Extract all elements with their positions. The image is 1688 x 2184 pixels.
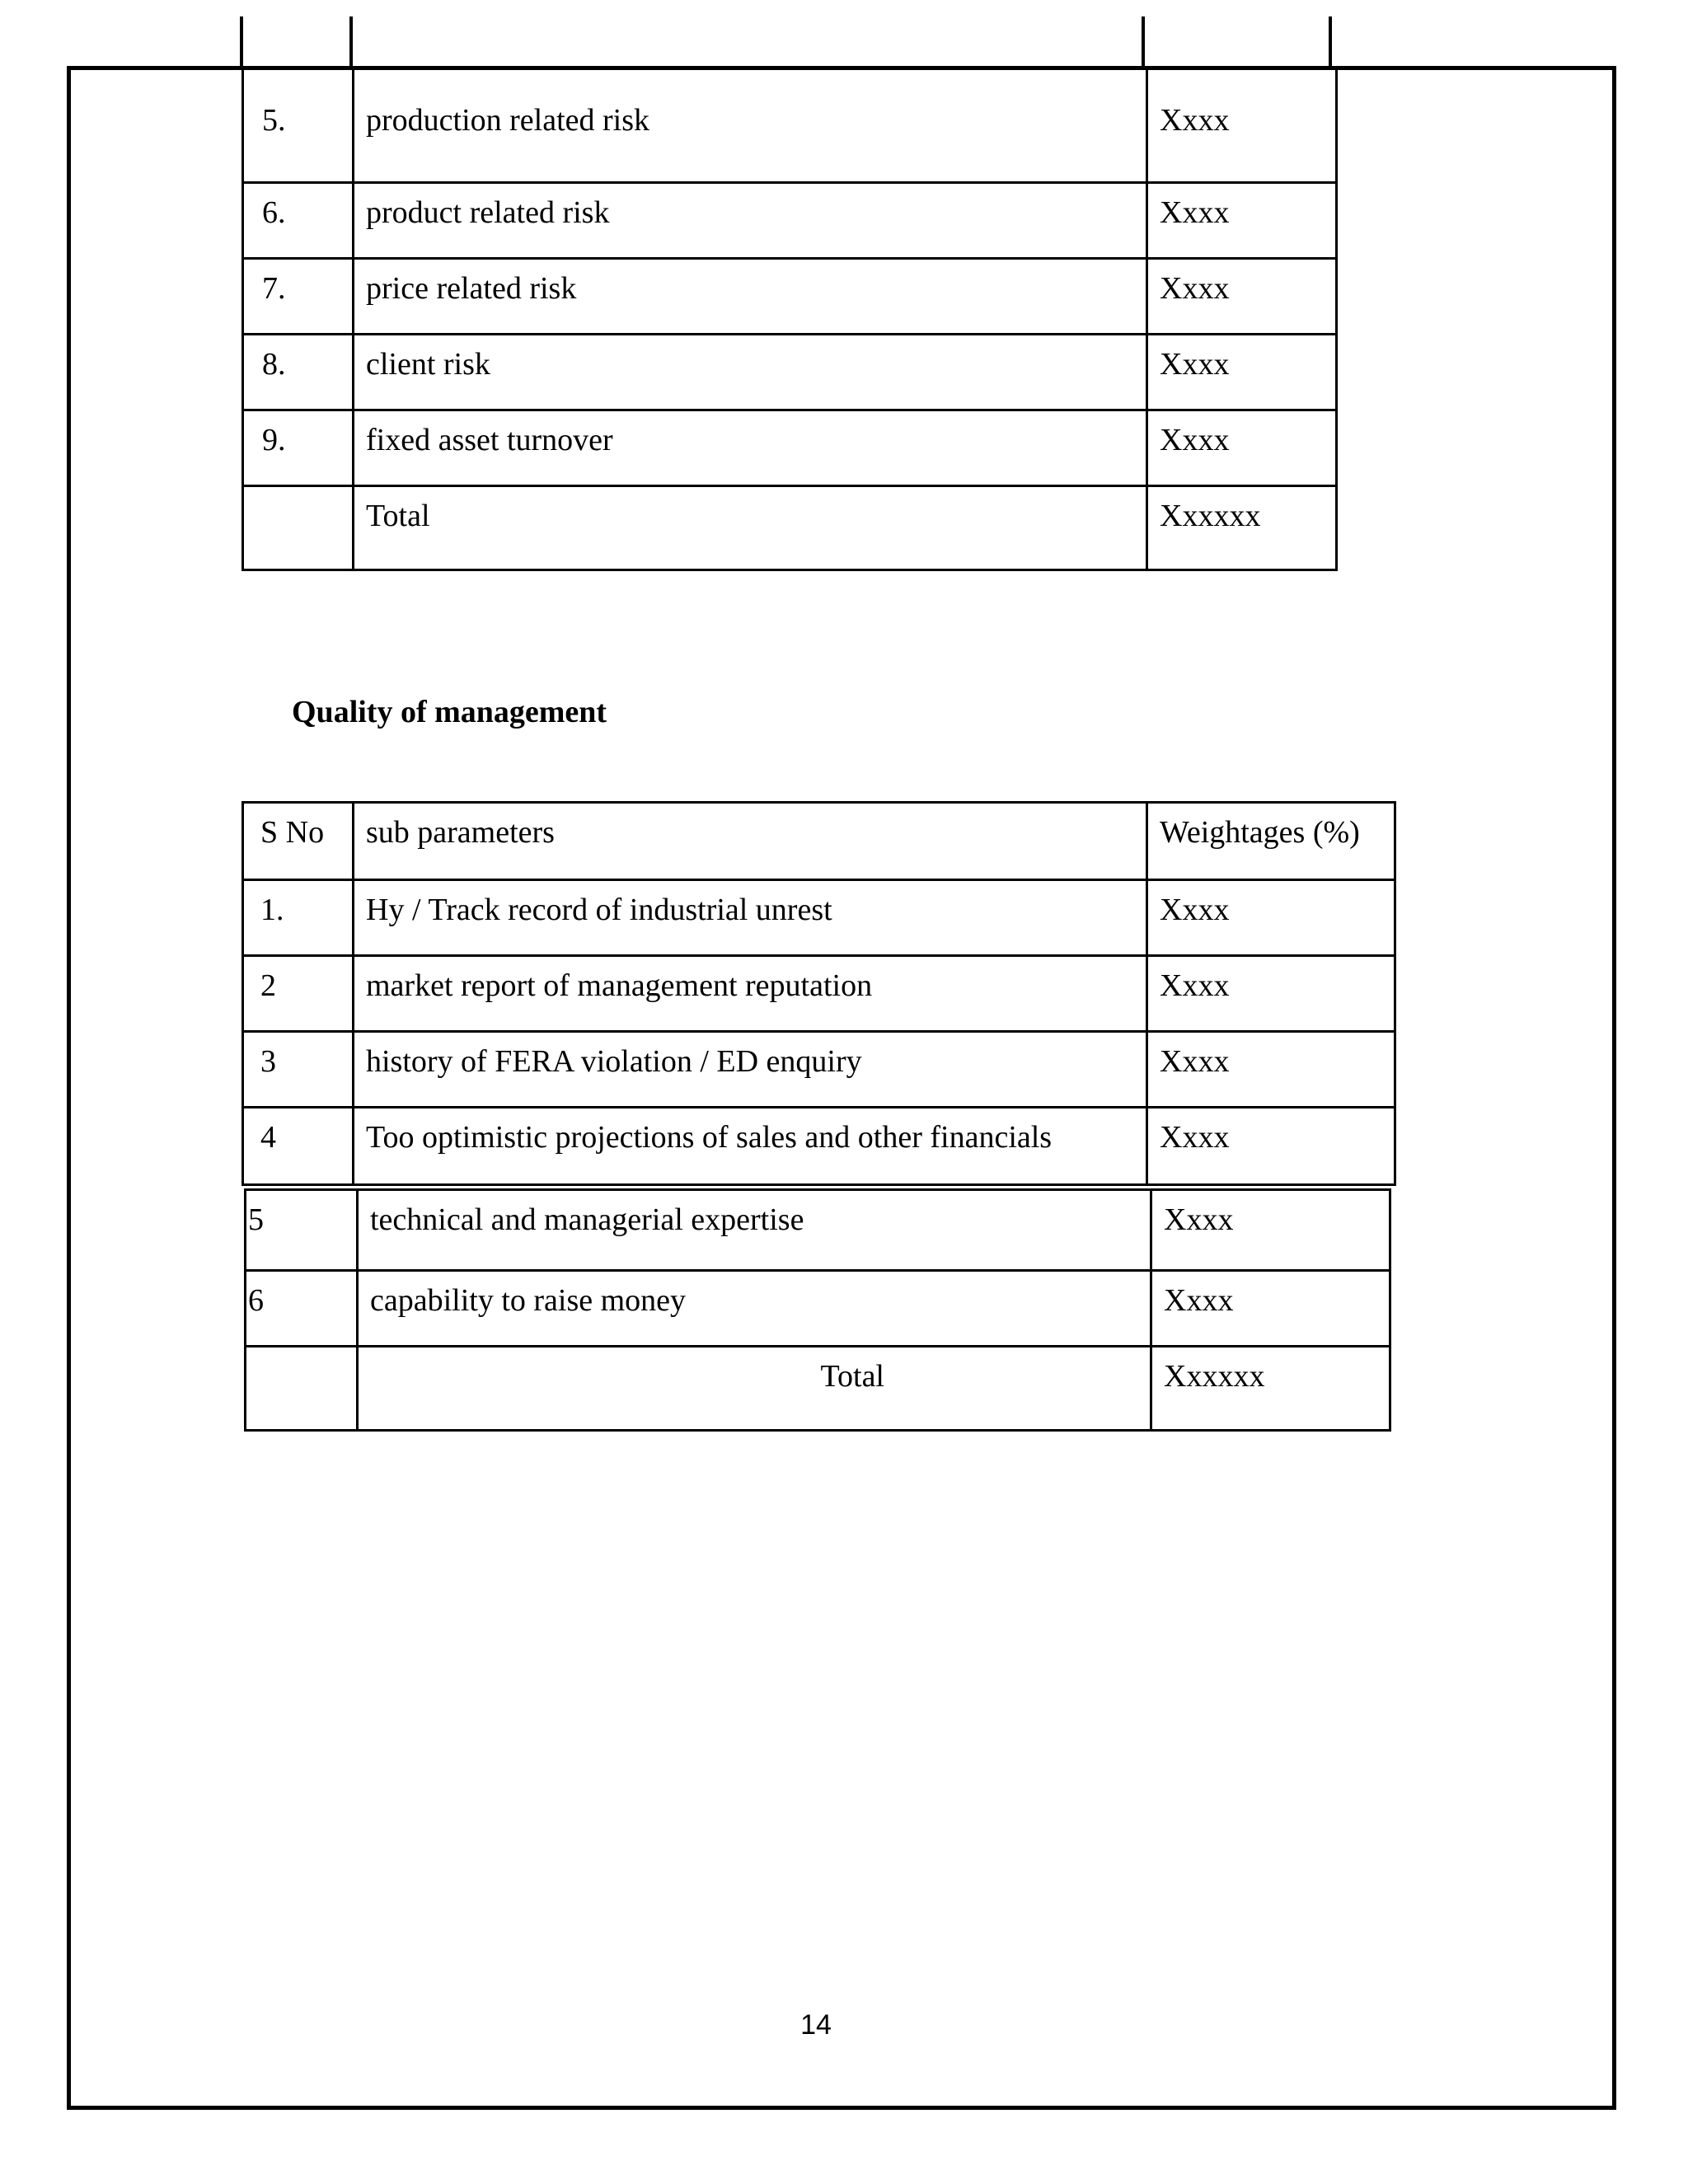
total-value: Xxxxxx	[1147, 486, 1337, 570]
table-continuation-line	[1142, 16, 1145, 68]
serial-number-cell: 4	[243, 1108, 354, 1185]
table-row	[243, 956, 1395, 1032]
parameter-cell: client risk	[354, 335, 1147, 410]
serial-number-cell: 7.	[243, 259, 354, 335]
table-continuation-line	[349, 16, 353, 68]
table-row	[243, 1032, 1395, 1108]
empty-cell	[246, 1347, 358, 1431]
weightage-cell: Xxxx	[1147, 259, 1337, 335]
section-heading: Quality of management	[292, 695, 607, 729]
weightage-cell: Xxxx	[1147, 956, 1395, 1032]
header-sno: S No	[243, 803, 354, 880]
weightage-cell: Xxxx	[1147, 1108, 1395, 1185]
parameter-cell: capability to raise money	[358, 1271, 1151, 1347]
parameter-cell: Hy / Track record of industrial unrest	[354, 880, 1147, 956]
table-row	[243, 410, 1337, 486]
management-parameters-table	[241, 801, 1396, 1186]
parameter-cell: price related risk	[354, 259, 1147, 335]
serial-number-cell: 5.	[243, 68, 354, 183]
weightage-cell: Xxxx	[1151, 1271, 1390, 1347]
total-row	[246, 1347, 1390, 1431]
serial-number-cell: 5	[246, 1190, 358, 1271]
table-row	[246, 1190, 1390, 1271]
serial-number-cell: 6	[246, 1271, 358, 1347]
parameter-cell: technical and managerial expertise	[358, 1190, 1151, 1271]
weightage-cell: Xxxx	[1147, 68, 1337, 183]
parameter-cell: Too optimistic projections of sales and other financials	[354, 1108, 1147, 1185]
weightage-cell: Xxxx	[1147, 335, 1337, 410]
parameter-cell: fixed asset turnover	[354, 410, 1147, 486]
weightage-cell: Xxxx	[1147, 183, 1337, 259]
total-label: Total	[354, 486, 1147, 570]
risk-parameters-table	[241, 66, 1338, 571]
table-header-row	[243, 803, 1395, 880]
table-row	[243, 259, 1337, 335]
parameter-cell: history of FERA violation / ED enquiry	[354, 1032, 1147, 1108]
serial-number-cell: 2	[243, 956, 354, 1032]
table-row	[243, 880, 1395, 956]
table-row	[243, 68, 1337, 183]
serial-number-cell: 1.	[243, 880, 354, 956]
parameter-cell: production related risk	[354, 68, 1147, 183]
serial-number-cell: 9.	[243, 410, 354, 486]
table-continuation-line	[1329, 16, 1332, 68]
table-row	[243, 1108, 1395, 1185]
header-weightages: Weightages (%)	[1147, 803, 1395, 880]
header-parameters: sub parameters	[354, 803, 1147, 880]
weightage-cell: Xxxx	[1147, 880, 1395, 956]
table-row	[243, 183, 1337, 259]
table-row	[246, 1271, 1390, 1347]
page-number: 14	[800, 2009, 832, 2041]
parameter-cell: market report of management reputation	[354, 956, 1147, 1032]
serial-number-cell: 6.	[243, 183, 354, 259]
weightage-cell: Xxxx	[1147, 1032, 1395, 1108]
parameter-cell: product related risk	[354, 183, 1147, 259]
table-continuation-line	[240, 16, 243, 68]
total-value: Xxxxxx	[1151, 1347, 1390, 1431]
serial-number-cell: 8.	[243, 335, 354, 410]
weightage-cell: Xxxx	[1147, 410, 1337, 486]
table-row	[243, 335, 1337, 410]
management-parameters-table-continued	[244, 1188, 1391, 1432]
total-row	[243, 486, 1337, 570]
weightage-cell: Xxxx	[1151, 1190, 1390, 1271]
serial-number-cell: 3	[243, 1032, 354, 1108]
empty-cell	[243, 486, 354, 570]
total-label: Total	[358, 1347, 1151, 1431]
